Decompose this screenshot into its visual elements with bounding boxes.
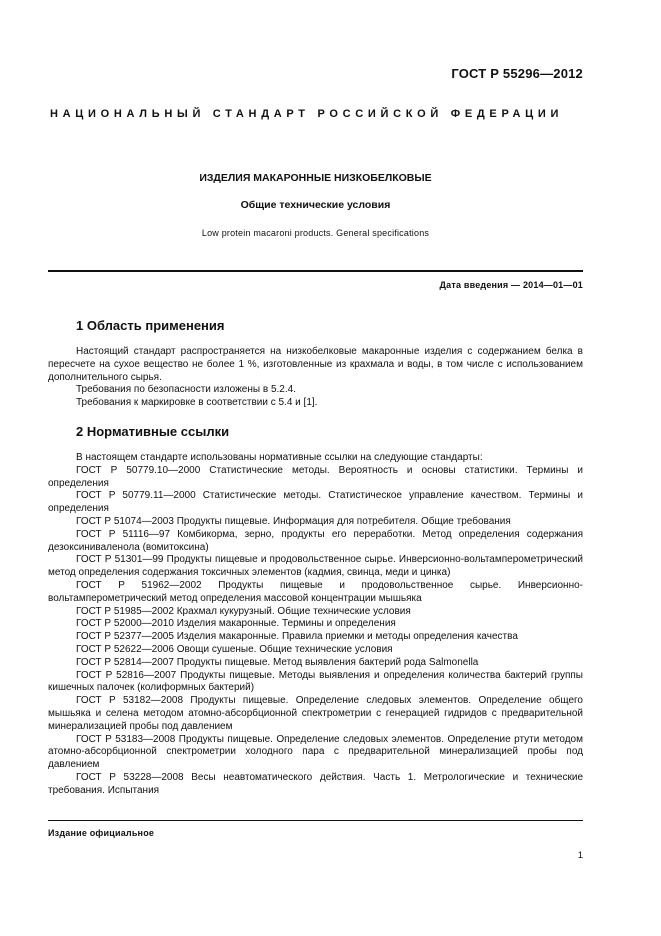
reference-item: ГОСТ Р 51116—97 Комбикорма, зерно, продукты его переработки. Метод определения содержания дезоксиниваленола (вомитоксина) bbox=[48, 528, 583, 553]
section-2-body bbox=[48, 452, 583, 798]
reference-item: ГОСТ Р 51074—2003 Продукты пищевые. Информация для потребителя. Общие требования bbox=[76, 515, 511, 527]
reference-item: ГОСТ Р 52377—2005 Изделия макаронные. Правила приемки и методы определения качества bbox=[76, 631, 518, 643]
reference-item: ГОСТ Р 53182—2008 Продукты пищевые. Определение следовых элементов. Определение общего мышьяка и селена методом атомно-абсорбционной спектрометрии с генерацией гидридов с предварительной минерализацией пробы под давлением bbox=[48, 695, 583, 732]
reference-item: ГОСТ Р 52816—2007 Продукты пищевые. Методы выявления и определения количества бактерий группы кишечных палочек (колиформных бактерий) bbox=[48, 669, 583, 694]
section-1-heading: 1 Область применения bbox=[76, 318, 225, 333]
reference-item: ГОСТ Р 53183—2008 Продукты пищевые. Определение следовых элементов. Определение ртути методом атомно-абсорбционной спектрометрии холодного пара с предварительной минерализацией пробы под давлением bbox=[48, 733, 583, 771]
page-number: 1 bbox=[577, 850, 583, 861]
document-code: ГОСТ Р 55296—2012 bbox=[451, 66, 583, 81]
section-1-paragraph: Требования по безопасности изложены в 5.2.4. bbox=[76, 384, 296, 396]
reference-item: ГОСТ Р 52000—2010 Изделия макаронные. Термины и определения bbox=[76, 618, 396, 630]
reference-item: ГОСТ Р 51301—99 Продукты пищевые и продовольственное сырье. Инверсионно-вольтамперометрический метод определения содержания токсичных элементов (кадмия, свинца, меди и цинка) bbox=[48, 554, 583, 579]
header-divider bbox=[48, 270, 583, 272]
reference-item: ГОСТ Р 52622—2006 Овощи сушеные. Общие технические условия bbox=[76, 643, 393, 655]
section-1-paragraph: Настоящий стандарт распространяется на низкобелковые макаронные изделия с содержанием белка в пересчете на сухое вещество не более 1 %, изготовленные из крахмала и воды, в том числе с использованием дополнительного сырья. bbox=[48, 346, 583, 383]
document-title: ИЗДЕЛИЯ МАКАРОННЫЕ НИЗКОБЕЛКОВЫЕ bbox=[199, 172, 432, 184]
official-edition-note: Издание официальное bbox=[48, 828, 155, 838]
section-1-paragraph: Требования к маркировке в соответствии с 5.4 и [1]. bbox=[76, 397, 318, 409]
section-1-body bbox=[48, 346, 583, 410]
footer-divider bbox=[48, 820, 583, 821]
reference-item: ГОСТ Р 53228—2008 Весы неавтоматического действия. Часть 1. Метрологические и технические требования. Испытания bbox=[48, 771, 583, 796]
introduction-date: Дата введения — 2014—01—01 bbox=[439, 280, 583, 290]
reference-item: ГОСТ Р 52814—2007 Продукты пищевые. Метод выявления бактерий рода Salmonella bbox=[76, 656, 479, 668]
national-standard-banner: НАЦИОНАЛЬНЫЙ СТАНДАРТ РОССИЙСКОЙ ФЕДЕРАЦИИ bbox=[50, 108, 564, 120]
reference-item: ГОСТ Р 51985—2002 Крахмал кукурузный. Общие технические условия bbox=[76, 605, 411, 617]
section-2-heading: 2 Нормативные ссылки bbox=[76, 424, 230, 439]
reference-item: В настоящем стандарте использованы нормативные ссылки на следующие стандарты: bbox=[76, 452, 483, 463]
document-subtitle: Общие технические условия bbox=[240, 199, 391, 211]
english-title: Low protein macaroni products. General specifications bbox=[201, 228, 430, 238]
reference-item: ГОСТ Р 50779.11—2000 Статистические методы. Статистическое управление качеством. Термины и определения bbox=[48, 490, 583, 515]
reference-item: ГОСТ Р 50779.10—2000 Статистические методы. Вероятность и основы статистики. Термины и определения bbox=[48, 464, 583, 489]
reference-item: ГОСТ Р 51962—2002 Продукты пищевые и продовольственное сырье. Инверсионно-вольтамперометрический метод определения массовой концентрации мышьяка bbox=[48, 579, 583, 604]
